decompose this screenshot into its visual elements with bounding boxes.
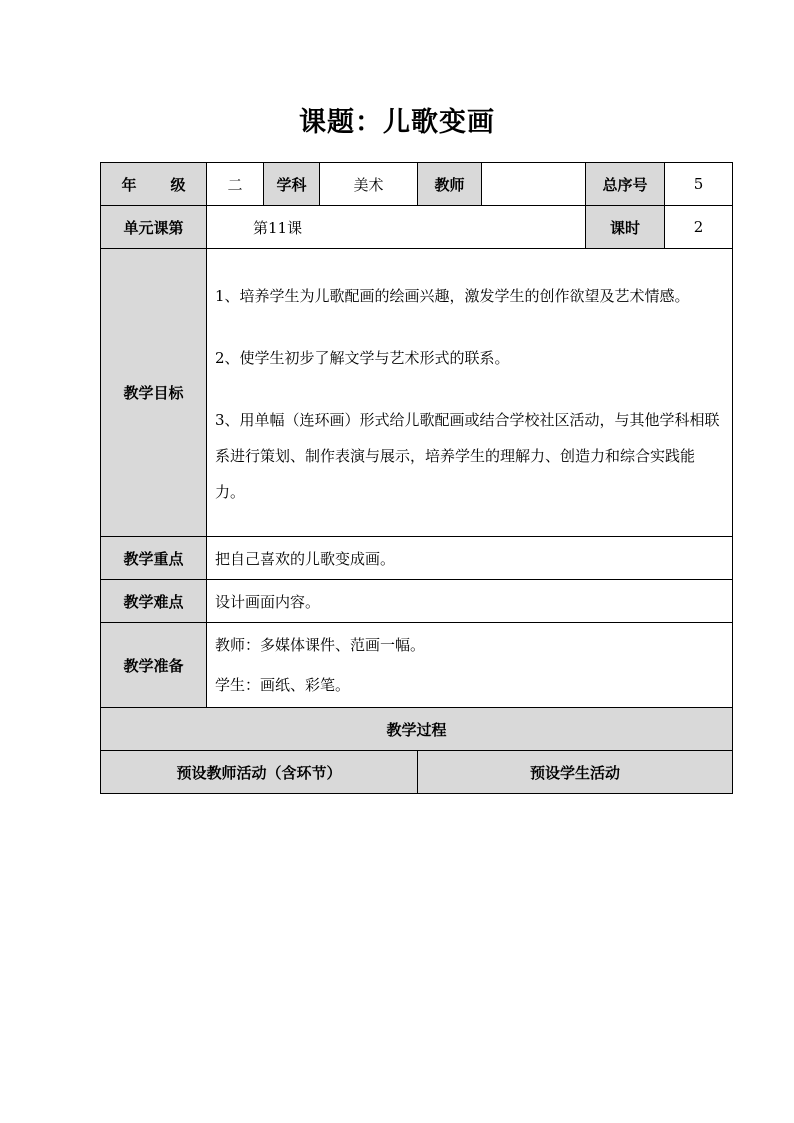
teacher-value	[482, 163, 586, 206]
focus-value: 把自己喜欢的儿歌变成画。	[207, 537, 733, 580]
row-process-heading	[101, 708, 733, 751]
lesson-plan-table	[100, 162, 733, 794]
serial-value: 5	[665, 163, 733, 206]
preparation-teacher: 教师：多媒体课件、范画一幅。	[215, 636, 426, 654]
row-unit	[101, 206, 733, 249]
unit-label: 单元课第	[101, 206, 207, 249]
unit-value: 第11课	[207, 206, 586, 249]
row-basic-info	[101, 163, 733, 206]
student-activity-header: 预设学生活动	[418, 751, 733, 794]
teacher-label: 教师	[418, 163, 482, 206]
period-label: 课时	[586, 206, 665, 249]
preparation-content	[207, 623, 733, 708]
subject-label: 学科	[264, 163, 320, 206]
row-process-columns	[101, 751, 733, 794]
preparation-student: 学生：画纸、彩笔。	[215, 676, 351, 694]
row-goals	[101, 249, 733, 537]
period-value: 2	[665, 206, 733, 249]
row-focus	[101, 537, 733, 580]
difficulty-label: 教学难点	[101, 580, 207, 623]
grade-value: 二	[207, 163, 264, 206]
serial-label: 总序号	[586, 163, 665, 206]
focus-label: 教学重点	[101, 537, 207, 580]
row-difficulty	[101, 580, 733, 623]
process-label: 教学过程	[101, 708, 733, 751]
grade-label: 年 级	[101, 163, 207, 206]
teacher-activity-header: 预设教师活动（含环节）	[101, 751, 418, 794]
page-title: 课题：儿歌变画	[299, 107, 495, 138]
goal-item: 2、使学生初步了解文学与艺术形式的联系。	[215, 348, 510, 367]
goal-item: 1、培养学生为儿歌配画的绘画兴趣，激发学生的创作欲望及艺术情感。	[215, 286, 690, 305]
difficulty-value: 设计画面内容。	[207, 580, 733, 623]
row-preparation	[101, 623, 733, 708]
goals-content	[207, 249, 733, 537]
goals-label: 教学目标	[101, 249, 207, 537]
subject-value: 美术	[320, 163, 418, 206]
goal-item: 3、用单幅（连环画）形式给儿歌配画或结合学校社区活动，与其他学科相联系进行策划、制作表演与展示，培养学生的理解力、创造力和综合实践能力。	[215, 410, 720, 501]
preparation-label: 教学准备	[101, 623, 207, 708]
